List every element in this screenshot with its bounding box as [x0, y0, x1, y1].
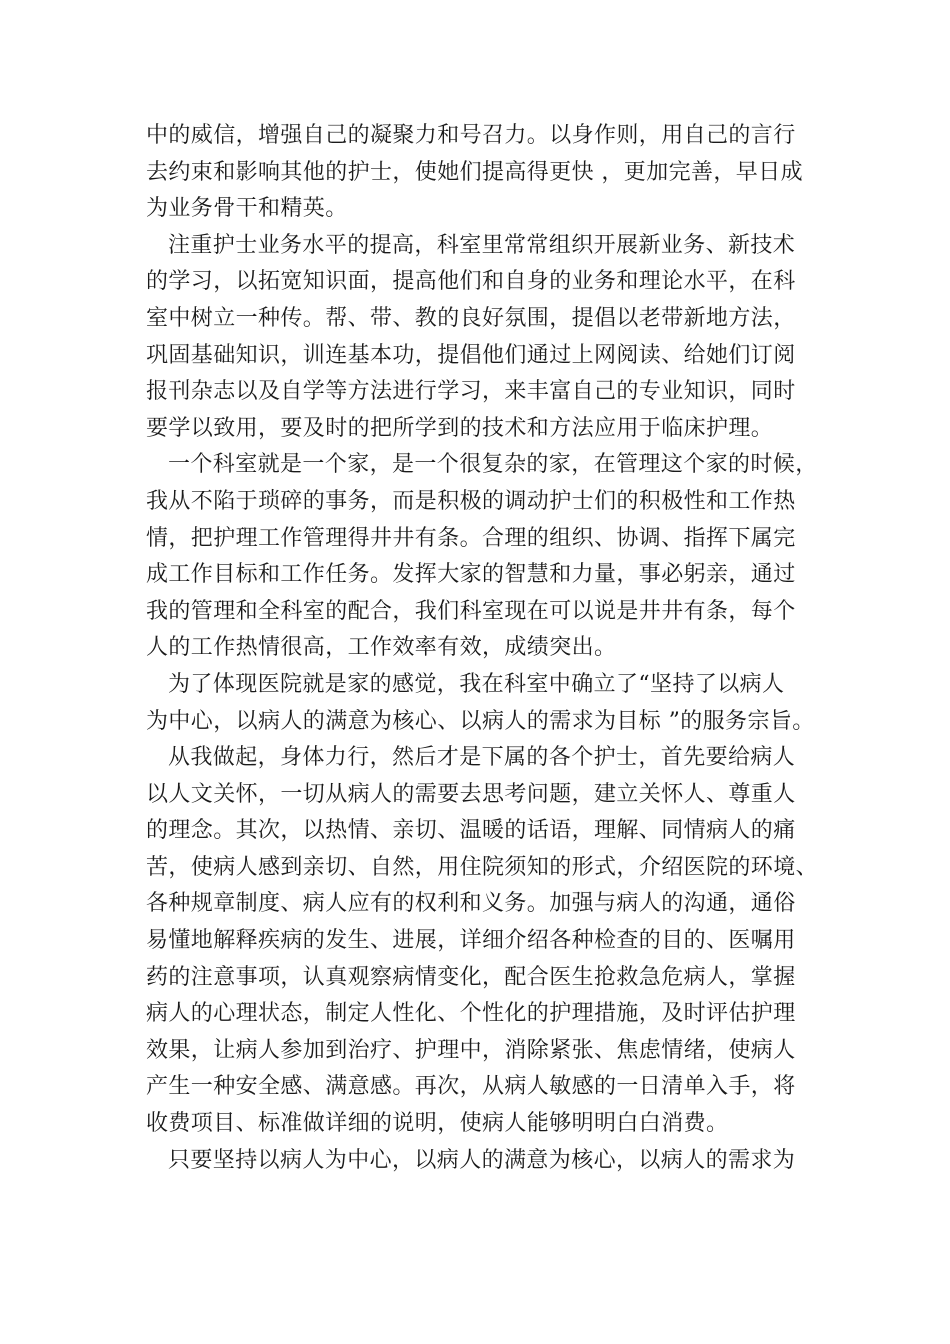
paragraph-first-line: 注重护士业务水平的提高，科室里常常组织开展新业务、新技术	[168, 232, 796, 258]
text-line: 去约束和影响其他的护士，使她们提高得更快 ，更加完善，早日成	[146, 159, 803, 185]
text-line: 为业务骨干和精英。	[146, 196, 348, 222]
text-line: 中的威信，增强自己的凝聚力和号召力。以身作则，用自己的言行	[146, 123, 796, 148]
text-line: 苦，使病人感到亲切、自然，用住院须知的形式，介绍医院的环境、	[146, 854, 819, 880]
text-line: 巩固基础知识，训连基本功，提倡他们通过上网阅读、给她们订阅	[146, 342, 796, 368]
text-line: 人的工作热情很高，工作效率有效，成绩突出。	[146, 635, 617, 661]
text-line: 我的管理和全科室的配合，我们科室现在可以说是井井有条，每个	[146, 598, 796, 624]
paragraph-first-line: 为了体现医院就是家的感觉，我在科室中确立了“坚持了以病人	[168, 671, 785, 697]
text-line: 病人的心理状态，制定人性化、个性化的护理措施，及时评估护理	[146, 1001, 796, 1027]
text-line: 各种规章制度、病人应有的权利和义务。加强与病人的沟通，通俗	[146, 891, 796, 917]
paragraph-first-line: 从我做起，身体力行，然后才是下属的各个护士，首先要给病人	[168, 745, 796, 771]
text-line: 效果，让病人参加到治疗、护理中，消除紧张、焦虑情绪，使病人	[146, 1037, 796, 1063]
text-line: 情，把护理工作管理得井井有条。合理的组织、协调、指挥下属完	[146, 525, 796, 551]
paragraph-first-line: 一个科室就是一个家，是一个很复杂的家，在管理这个家的时候，	[168, 452, 818, 478]
text-line: 报刊杂志以及自学等方法进行学习，来丰富自己的专业知识，同时	[146, 379, 796, 405]
paragraph-first-line: 只要坚持以病人为中心，以病人的满意为核心，以病人的需求为	[168, 1147, 796, 1173]
text-line: 要学以致用，要及时的把所学到的技术和方法应用于临床护理。	[146, 415, 774, 441]
text-line: 的学习，以拓宽知识面，提高他们和自身的业务和理论水平，在科	[146, 269, 796, 295]
text-line: 的理念。其次，以热情、亲切、温暖的话语，理解、同情病人的痛	[146, 818, 796, 844]
text-line: 以人文关怀，一切从病人的需要去思考问题，建立关怀人、尊重人	[146, 781, 796, 807]
text-line: 室中树立一种传。帮、带、教的良好氛围，提倡以老带新地方法，	[146, 305, 796, 331]
text-line: 易懂地解释疾病的发生、进展，详细介绍各种检查的目的、医嘱用	[146, 928, 796, 954]
text-line: 我从不陷于琐碎的事务，而是积极的调动护士们的积极性和工作热	[146, 488, 796, 514]
text-line: 为中心，以病人的满意为核心、以病人的需求为目标 ”的服务宗旨。	[146, 708, 815, 734]
text-line: 产生一种安全感、满意感。再次，从病人敏感的一日清单入手，将	[146, 1074, 796, 1100]
document-body	[146, 118, 826, 1179]
text-line: 药的注意事项，认真观察病情变化，配合医生抢救急危病人，掌握	[146, 964, 796, 990]
text-line: 收费项目、标准做详细的说明，使病人能够明明白白消费。	[146, 1111, 729, 1137]
text-line: 成工作目标和工作任务。发挥大家的智慧和力量，事必躬亲，通过	[146, 562, 796, 588]
